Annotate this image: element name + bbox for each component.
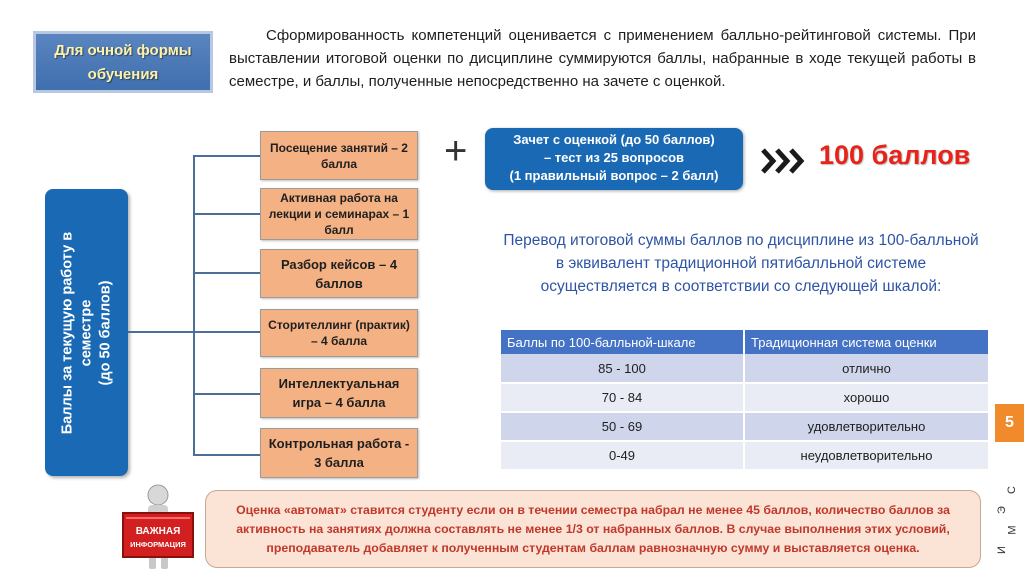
side-letter: Э <box>995 506 1008 514</box>
connector-branch <box>193 331 260 333</box>
activity-test-work: Контрольная работа - 3 балла <box>260 428 418 478</box>
grade: неудовлетворительно <box>744 441 989 470</box>
activity-intellectual-game: Интеллектуальная игра – 4 балла <box>260 368 418 418</box>
exam-rule: (1 правильный вопрос – 2 балл) <box>509 168 719 183</box>
connector-vertical <box>193 155 195 455</box>
form-badge: Для очной формы обучения <box>33 31 213 93</box>
activity-case-analysis: Разбор кейсов – 4 баллов <box>260 249 418 298</box>
points-range: 85 - 100 <box>501 354 744 383</box>
svg-text:ИНФОРМАЦИЯ: ИНФОРМАЦИЯ <box>130 540 186 549</box>
points-range: 0-49 <box>501 441 744 470</box>
points-range: 70 - 84 <box>501 383 744 412</box>
current-work-label <box>45 189 128 476</box>
column-header-points: Баллы по 100-балльной-шкале <box>501 330 744 354</box>
activity-active-work: Активная работа на лекции и семинарах – 1 балл <box>260 188 418 240</box>
current-work-label-limit: (до 50 баллов) <box>97 280 113 385</box>
activity-storytelling: Сторителлинг (практик) – 4 балла <box>260 309 418 357</box>
side-letter: С <box>1005 486 1018 494</box>
exam-test: – тест из 25 вопросов <box>543 150 685 165</box>
exam-title: Зачет с оценкой (до 50 баллов) <box>513 132 715 147</box>
grade: удовлетворительно <box>744 412 989 441</box>
grade: отлично <box>744 354 989 383</box>
connector-branch <box>193 155 260 157</box>
auto-grade-notice: Оценка «автомат» ставится студенту если он в течении семестра набрал не менее 45 баллов, количество баллов за активность на занятиях должна составлять не менее 1/3 от набранных баллов. В случае выполнения этих условий, преподаватель добавляет к полученным студентам баллам равнозначную сумму и выставляется оценка. <box>205 490 981 568</box>
important-info-icon <box>118 481 198 571</box>
current-work-label-title: Баллы за текущую работу в семестре <box>59 231 94 434</box>
table-row <box>501 412 989 441</box>
points-range: 50 - 69 <box>501 412 744 441</box>
connector-branch <box>193 213 260 215</box>
conversion-description: Перевод итоговой суммы баллов по дисциплине из 100-балльной в эквивалент традиционной пятибалльной системе осуществляется в соответствии со следующей шкалой: <box>503 232 979 295</box>
svg-text:ВАЖНАЯ: ВАЖНАЯ <box>135 526 181 537</box>
table-header-row <box>501 330 989 354</box>
activity-attendance: Посещение занятий – 2 балла <box>260 131 418 180</box>
triple-chevron-right-icon <box>760 146 806 176</box>
side-logo-letters <box>992 478 1024 568</box>
connector-branch <box>193 272 260 274</box>
connector-branch <box>193 393 260 395</box>
total-points: 100 баллов <box>819 140 971 170</box>
intro-paragraph: Сформированность компетенций оценивается с применением балльно-рейтинговой системы. При выставлении итоговой оценки по дисциплине суммируются баллы, набранные в ходе текущей работы в семестре, и баллы, полученные непосредственно на зачете с оценкой. <box>229 27 976 90</box>
table-row <box>501 441 989 470</box>
column-header-grade: Традиционная система оценки <box>744 330 989 354</box>
grade: хорошо <box>744 383 989 412</box>
grading-scale-table <box>501 330 990 471</box>
page-number: 5 <box>995 404 1024 442</box>
side-letter: М <box>1006 525 1019 535</box>
exam-box <box>485 128 743 190</box>
table-row <box>501 354 989 383</box>
side-letter: И <box>995 546 1008 554</box>
table-row <box>501 383 989 412</box>
connector-branch <box>193 454 260 456</box>
connector-horizontal-main <box>128 331 194 333</box>
plus-sign: + <box>444 129 468 173</box>
